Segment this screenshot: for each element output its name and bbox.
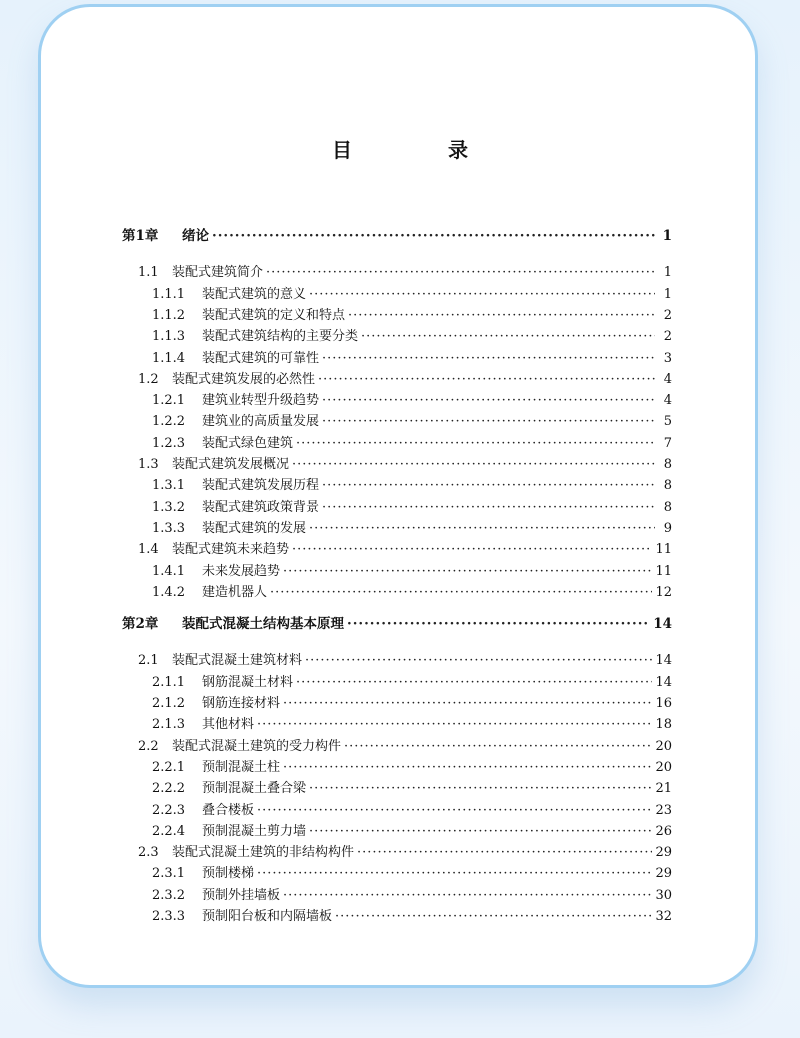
toc-label: 装配式建筑简介 (172, 265, 264, 281)
toc-label: 未来发展趋势 (202, 563, 281, 579)
toc-label: 预制阳台板和内隔墙板 (202, 909, 333, 924)
toc-number: 2.2.2 (152, 781, 186, 797)
toc-number: 1.2.3 (152, 435, 186, 451)
dot-leader (344, 739, 652, 755)
toc-entry (152, 287, 672, 303)
toc-label: 装配式建筑的可靠性 (202, 350, 320, 366)
toc-entry (138, 265, 672, 281)
dot-leader (348, 308, 655, 324)
dot-leader (257, 717, 652, 733)
toc-page-number: 32 (655, 909, 672, 924)
toc-label: 装配式混凝土建筑材料 (172, 653, 303, 669)
toc-number: 1.1.1 (152, 286, 186, 302)
toc-entry (152, 866, 672, 882)
toc-number: 2.1.1 (152, 674, 186, 690)
toc-page-number: 7 (663, 435, 672, 451)
toc-number: 1.2 (138, 371, 159, 387)
toc-label: 预制外挂墙板 (202, 887, 281, 903)
toc-page-number: 30 (655, 887, 672, 903)
toc-entry (152, 478, 672, 494)
toc-page-number: 2 (663, 329, 672, 345)
toc-entry (152, 500, 672, 516)
toc-page-number: 1 (663, 265, 672, 281)
toc-page-number: 4 (663, 371, 672, 387)
toc-label: 装配式混凝土建筑的非结构构件 (172, 845, 355, 861)
toc-label: 预制楼梯 (202, 866, 255, 882)
toc-page-number: 8 (663, 499, 672, 515)
toc-label: 绪论 (182, 228, 209, 244)
toc-label: 钢筋连接材料 (202, 696, 281, 711)
toc-label: 装配式建筑发展的必然性 (172, 371, 316, 387)
toc-entry (152, 585, 672, 601)
dot-leader (322, 414, 655, 430)
toc-page-number: 23 (655, 802, 672, 818)
toc-page-number: 3 (663, 350, 672, 366)
dot-leader (292, 457, 655, 473)
toc-chapter (122, 616, 672, 632)
toc-entry (152, 803, 672, 819)
toc-number: 1.3.3 (152, 520, 186, 536)
toc-label: 装配式建筑发展概况 (172, 457, 290, 472)
toc-page-number: 11 (655, 542, 672, 558)
toc-page-number: 11 (655, 563, 672, 579)
dot-leader (322, 393, 655, 409)
toc-number: 2.2.1 (152, 759, 186, 775)
toc-label: 叠合楼板 (202, 802, 255, 818)
dot-leader (309, 824, 652, 840)
toc-label: 钢筋混凝土材料 (202, 674, 294, 690)
toc-entry (152, 308, 672, 324)
toc-entry (138, 653, 672, 669)
dot-leader (305, 653, 652, 669)
dot-leader (266, 265, 655, 281)
toc-page-number: 1 (662, 228, 672, 244)
toc-number: 1.1 (138, 265, 159, 281)
toc-page-number: 12 (655, 584, 672, 600)
dot-leader (212, 228, 655, 244)
toc-number: 1.2.1 (152, 393, 186, 409)
dot-leader (335, 909, 652, 925)
toc-page-number: 14 (655, 653, 672, 669)
toc-number: 1.4.1 (152, 563, 186, 579)
toc-label: 装配式混凝土建筑的受力构件 (172, 738, 342, 754)
dot-leader (270, 585, 652, 601)
dot-leader (322, 351, 655, 367)
toc-entry (152, 909, 672, 925)
toc-number: 1.2.2 (152, 414, 186, 430)
toc-number: 2.3 (138, 845, 159, 861)
dot-leader (309, 521, 655, 537)
toc-entry (152, 564, 672, 580)
toc-entry (152, 781, 672, 797)
toc-entry (152, 717, 672, 733)
toc-page-number: 8 (663, 478, 672, 494)
dot-leader (257, 866, 652, 882)
toc-entry (152, 521, 672, 537)
dot-leader (322, 478, 655, 494)
toc-entry (152, 329, 672, 345)
toc-entry (152, 888, 672, 904)
toc-number: 1.3 (138, 457, 159, 472)
toc-number: 1.4 (138, 542, 159, 558)
toc-label: 预制混凝土叠合梁 (202, 781, 307, 797)
toc-label: 装配式建筑结构的主要分类 (202, 329, 359, 345)
toc-number: 1.1.4 (152, 350, 186, 366)
toc-label: 装配式建筑政策背景 (202, 499, 320, 515)
dot-leader (296, 675, 652, 691)
toc-number: 2.1 (138, 653, 159, 669)
dot-leader (292, 542, 652, 558)
toc-number: 2.1.2 (152, 696, 186, 711)
toc-page-number: 20 (655, 759, 672, 775)
toc-label: 装配式建筑的意义 (202, 286, 307, 302)
toc-label: 预制混凝土剪力墙 (202, 823, 307, 839)
toc-entry (152, 760, 672, 776)
toc-entry (138, 542, 672, 558)
toc-label: 建筑业的高质量发展 (202, 414, 320, 430)
dot-leader (309, 781, 652, 797)
toc-page-number: 1 (663, 286, 672, 302)
toc-entry (138, 739, 672, 755)
toc-number: 1.1.3 (152, 329, 186, 345)
toc-entry (152, 436, 672, 452)
toc-entry (152, 393, 672, 409)
toc-number: 2.2.4 (152, 823, 186, 839)
toc-number: 1.3.1 (152, 478, 186, 494)
toc-page-number: 16 (655, 696, 672, 711)
toc-number: 1.3.2 (152, 499, 186, 515)
toc-label: 装配式建筑未来趋势 (172, 542, 290, 558)
toc-label: 预制混凝土柱 (202, 759, 281, 775)
toc-label: 建造机器人 (202, 584, 268, 600)
toc-number: 2.3.3 (152, 909, 186, 924)
toc-page-number: 4 (663, 393, 672, 409)
toc-page-number: 9 (663, 520, 672, 536)
toc-page-number: 29 (655, 845, 672, 861)
toc-number: 第1章 (122, 228, 159, 244)
dot-leader (283, 564, 652, 580)
toc-page-number: 20 (655, 738, 672, 754)
dot-leader (322, 500, 655, 516)
toc-page-number: 18 (655, 717, 672, 733)
dot-leader (257, 803, 652, 819)
dot-leader (318, 372, 655, 388)
toc-number: 2.3.1 (152, 866, 186, 882)
toc-label: 装配式混凝土结构基本原理 (182, 616, 344, 633)
toc-label: 装配式建筑的发展 (202, 520, 307, 536)
dot-leader (361, 329, 655, 345)
toc-entry (138, 372, 672, 388)
toc-label: 建筑业转型升级趋势 (202, 393, 320, 409)
dot-leader (296, 436, 655, 452)
toc-chapter (122, 228, 672, 244)
toc-entry (152, 675, 672, 691)
toc-entry (152, 696, 672, 712)
toc-label: 装配式绿色建筑 (202, 435, 294, 451)
toc-entry (152, 414, 672, 430)
toc-number: 2.2 (138, 738, 159, 754)
toc-page-number: 8 (663, 457, 672, 472)
toc-page-number: 29 (655, 866, 672, 882)
dot-leader (283, 760, 652, 776)
toc-label: 装配式建筑发展历程 (202, 478, 320, 494)
toc-entry (138, 457, 672, 473)
toc-number: 1.1.2 (152, 307, 186, 323)
toc-number: 2.2.3 (152, 802, 186, 818)
toc-title: 目 录 (332, 138, 506, 162)
dot-leader (283, 696, 652, 712)
toc-label: 其他材料 (202, 717, 255, 733)
dot-leader (347, 616, 650, 632)
toc-entry (152, 351, 672, 367)
dot-leader (283, 888, 652, 904)
toc-number: 第2章 (122, 616, 159, 633)
toc-page-number: 14 (653, 616, 672, 633)
toc-number: 2.1.3 (152, 717, 186, 733)
dot-leader (309, 287, 655, 303)
toc-number: 1.4.2 (152, 584, 186, 600)
toc-page-number: 5 (663, 414, 672, 430)
toc-number: 2.3.2 (152, 887, 186, 903)
toc-page-number: 21 (655, 781, 672, 797)
toc-entry (152, 824, 672, 840)
toc-page-number: 14 (655, 674, 672, 690)
toc-page-number: 26 (655, 823, 672, 839)
dot-leader (357, 845, 652, 861)
toc-entry (138, 845, 672, 861)
toc-page-number: 2 (663, 307, 672, 323)
toc-label: 装配式建筑的定义和特点 (202, 307, 346, 323)
